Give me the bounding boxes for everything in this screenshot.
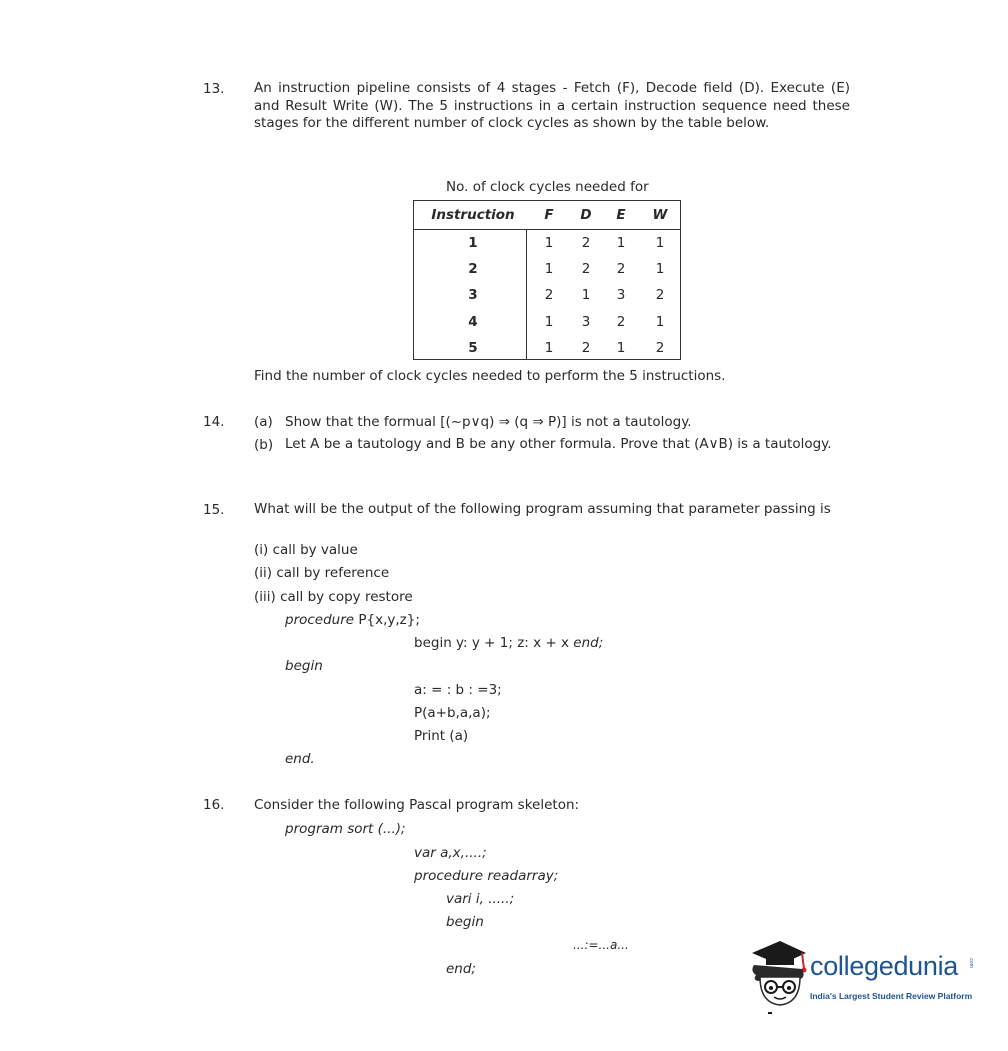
collegedunia-logo [746, 937, 978, 1019]
table-cell: 5 [468, 340, 478, 356]
question-13-ask: Find the number of clock cycles needed to perform the 5 instructions. [254, 368, 726, 384]
code-assign: a: = : b : =3; [414, 682, 502, 698]
logo-tagline: India's Largest Student Review Platform [810, 991, 973, 1001]
table-cell: 2 [468, 261, 478, 277]
question-15-text: What will be the output of the following program assuming that parameter passing is [254, 501, 831, 517]
code-body-line [414, 635, 603, 651]
table-header-instruction: Instruction [431, 207, 515, 223]
table-cell: 2 [581, 261, 591, 277]
question-14a-label: (a) [254, 414, 273, 430]
question-number-15: 15. [203, 502, 225, 518]
table-header-e: E [616, 207, 626, 223]
code-begin: begin [285, 658, 323, 674]
option-call-by-copy-restore: (iii) call by copy restore [254, 589, 413, 605]
code-procedure-line [285, 612, 420, 628]
table-header-w: W [652, 207, 668, 223]
option-call-by-value: (i) call by value [254, 542, 358, 558]
code-assign: ...:=...a... [573, 938, 629, 952]
table-cell: 4 [468, 314, 478, 330]
code-program-line: program sort (...); [285, 821, 406, 837]
table-cell: 2 [544, 287, 554, 303]
table-cell: 1 [468, 235, 478, 251]
code-procedure-line: procedure readarray; [414, 868, 559, 884]
question-number-16: 16. [203, 797, 225, 813]
table-header-d: D [580, 207, 592, 223]
table-cell: 2 [616, 261, 626, 277]
question-14a-text: Show that the formual [(~p∨q) ⇒ (q ⇒ P)] is not a tautology. [285, 414, 692, 430]
table-cell: 3 [581, 314, 591, 330]
table-cell: 2 [581, 235, 591, 251]
table-divider [526, 229, 527, 359]
table-cell: 1 [544, 314, 554, 330]
table-cell: 1 [544, 235, 554, 251]
logo-domain: .com [968, 957, 974, 968]
option-call-by-reference: (ii) call by reference [254, 565, 390, 581]
code-vari-line: vari i, .....; [446, 891, 515, 907]
question-14b-text: Let A be a tautology and B be any other formula. Prove that (A∨B) is a tautology. [285, 436, 832, 452]
table-cell: 3 [468, 287, 478, 303]
table-cell: 2 [655, 340, 665, 356]
table-cell: 1 [544, 261, 554, 277]
code-var-line: var a,x,....; [414, 845, 487, 861]
table-cell: 1 [616, 235, 626, 251]
code-begin: begin [446, 914, 484, 930]
code-statement: begin y: y + 1; z: x + x [414, 635, 574, 651]
code-print: Print (a) [414, 728, 469, 744]
code-keyword: end; [573, 635, 604, 651]
code-keyword: procedure [285, 612, 355, 628]
table-cell: 1 [544, 340, 554, 356]
table-cell: 3 [616, 287, 626, 303]
question-number-14: 14. [203, 414, 225, 430]
clock-cycles-table [413, 200, 681, 360]
question-13-text: An instruction pipeline consists of 4 stages - Fetch (F), Decode field (D). Execute (E) and Result Write (W). The 5 instructions in a certain instruction sequence need these stages for the different number of clock cycles as shown by the table below. [254, 80, 850, 131]
table-cell: 1 [655, 235, 665, 251]
question-14b-label: (b) [254, 437, 274, 453]
table-header-f: F [544, 207, 554, 223]
table-cell: 2 [581, 340, 591, 356]
table-cell: 2 [655, 287, 665, 303]
code-call: P(a+b,a,a); [414, 705, 491, 721]
table-cell: 2 [616, 314, 626, 330]
table-cell: 1 [616, 340, 626, 356]
question-16-text: Consider the following Pascal program skeleton: [254, 797, 580, 813]
code-end: end; [446, 961, 476, 977]
code-signature: P{x,y,z}; [354, 612, 420, 628]
logo-wordmark: collegedunia [810, 951, 959, 981]
table-caption: No. of clock cycles needed for [446, 179, 649, 195]
code-end: end. [285, 751, 315, 767]
table-cell: 1 [655, 314, 665, 330]
table-cell: 1 [655, 261, 665, 277]
mascot-icon [746, 937, 810, 1019]
question-number-13: 13. [203, 81, 225, 97]
table-cell: 1 [581, 287, 591, 303]
